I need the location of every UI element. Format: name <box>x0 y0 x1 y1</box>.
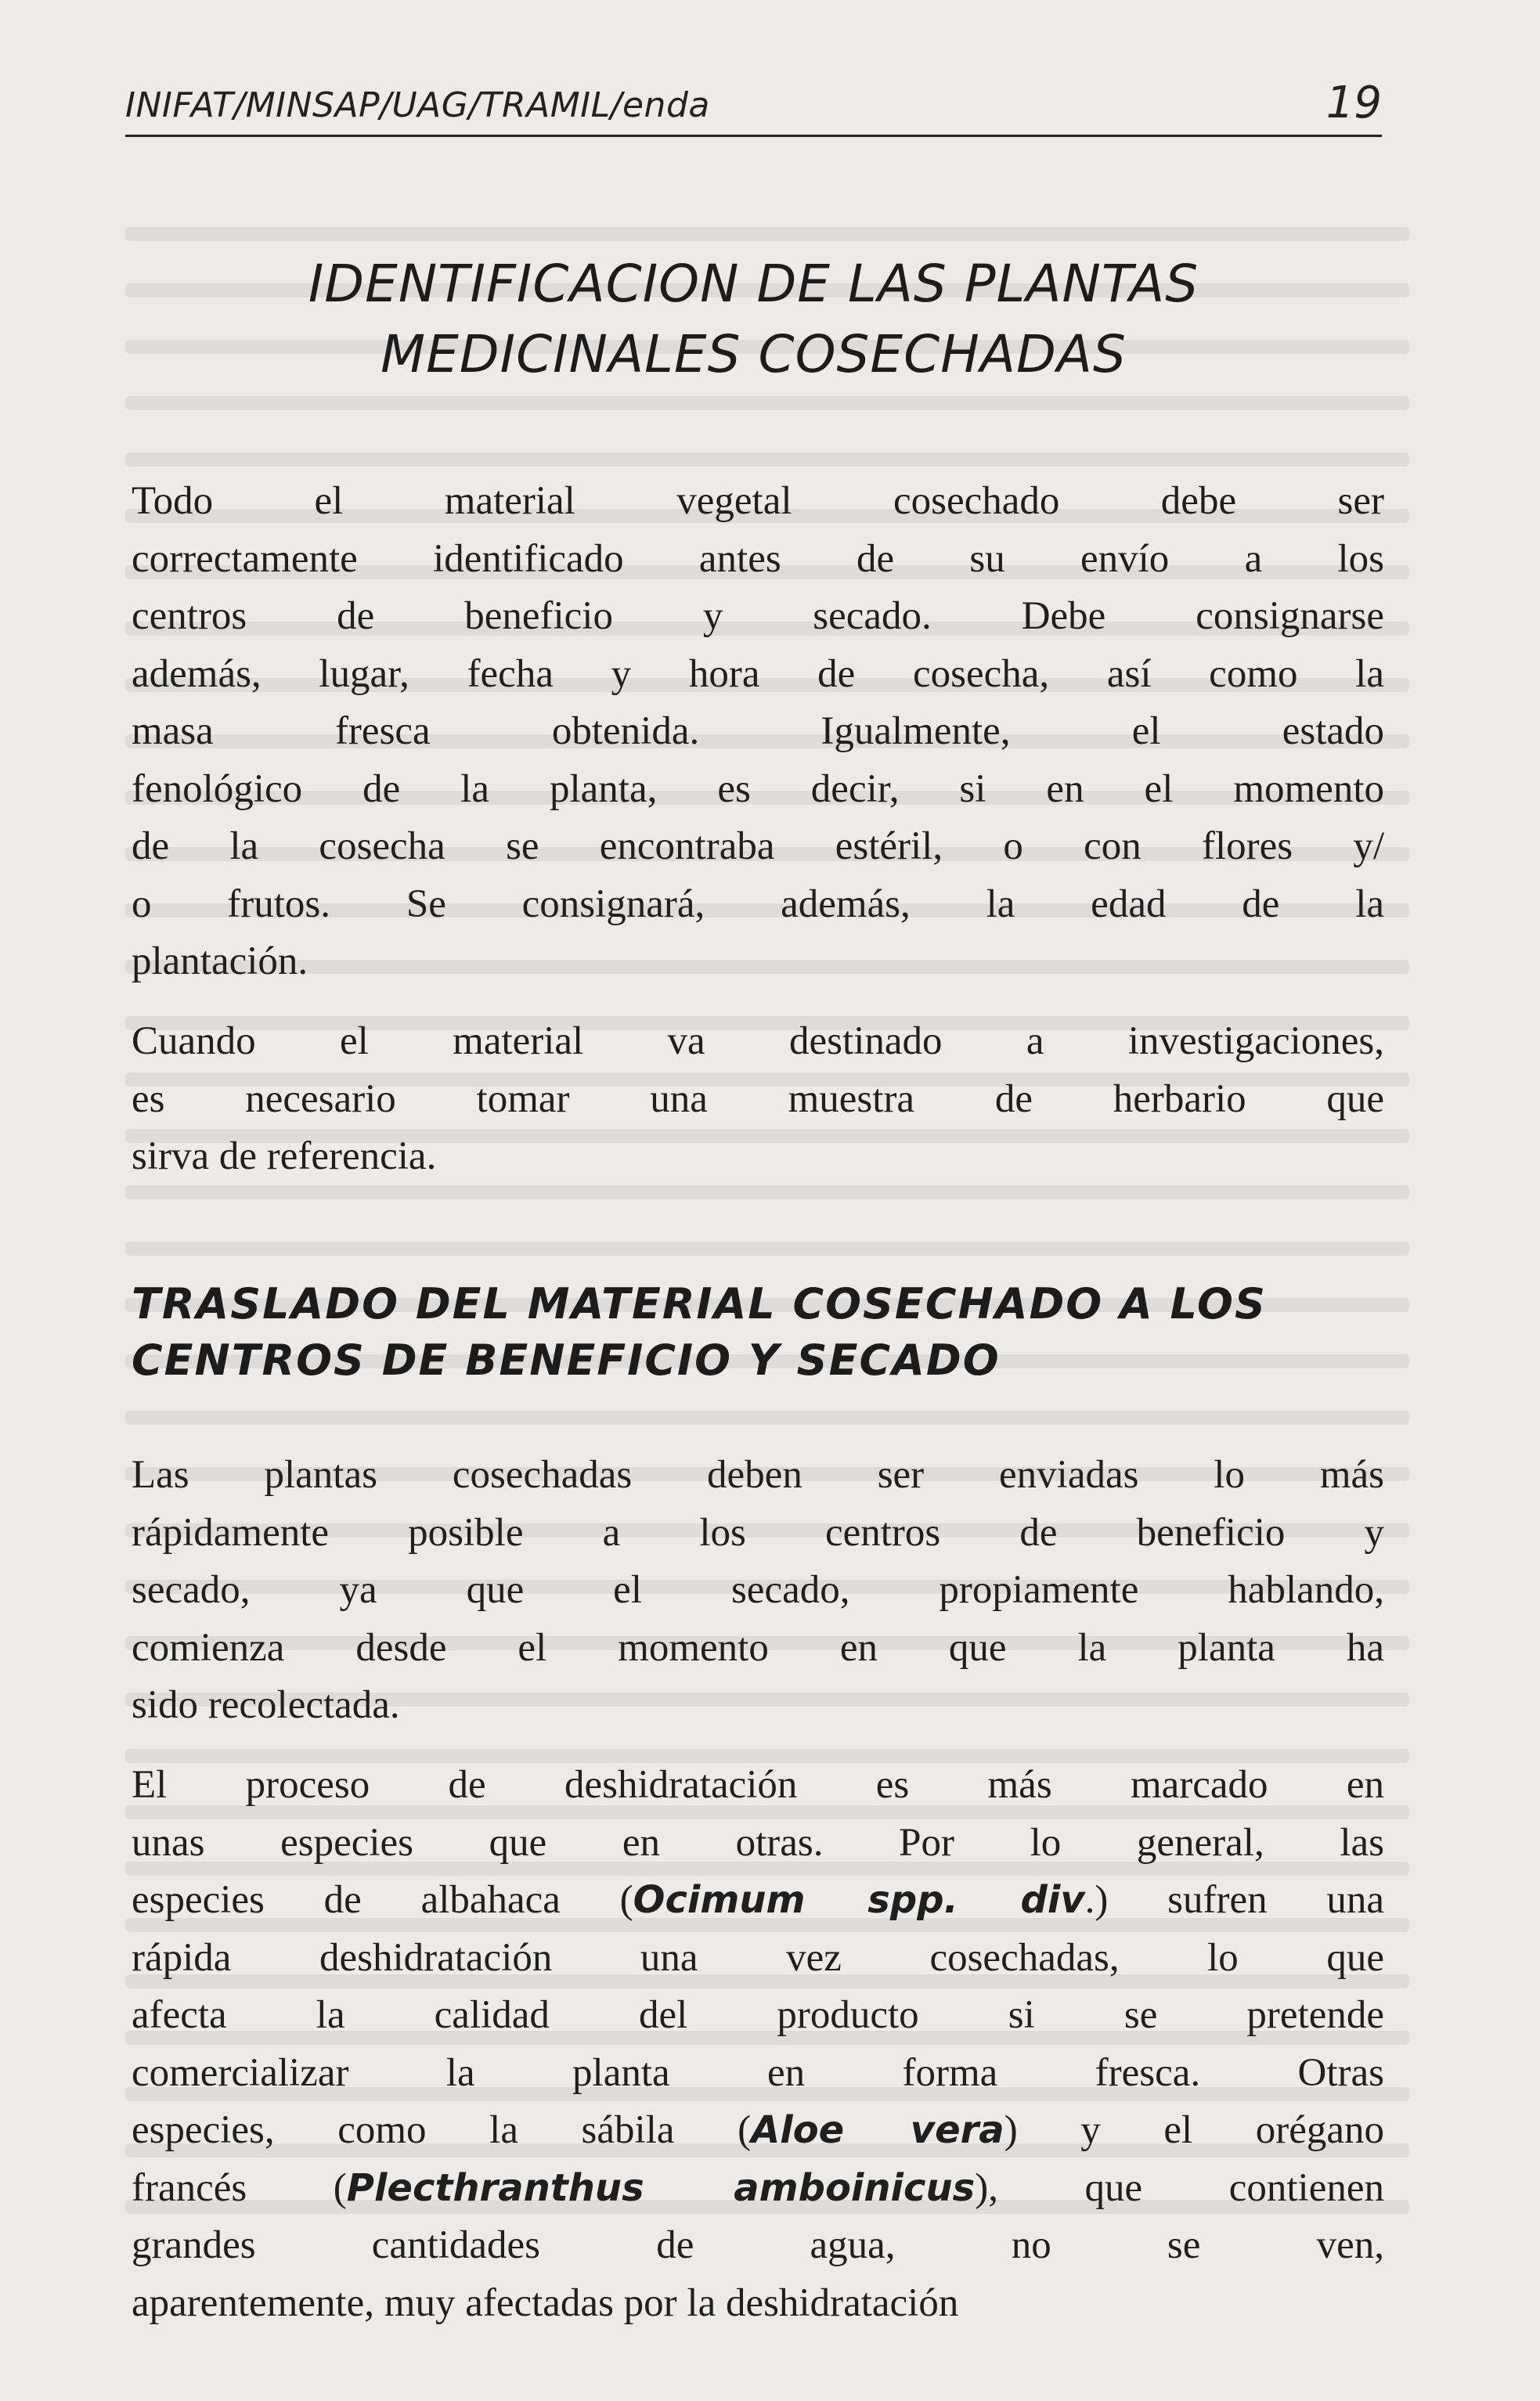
text-line: Cuando el material va destinado a investigaciones, <box>132 1019 1384 1063</box>
text-line: aparentemente, muy afectadas por la deshidratación <box>132 2280 959 2325</box>
text-line: además, lugar, fecha y hora de cosecha, así como la <box>132 651 1384 696</box>
section-heading <box>132 1276 1384 1389</box>
text-line <box>132 2102 1384 2160</box>
text-line: sirva de referencia. <box>132 1134 437 1178</box>
text-line: sido recolectada. <box>132 1683 400 1727</box>
section-heading-line-1: TRASLADO DEL MATERIAL COSECHADO A LOS <box>132 1279 1267 1328</box>
running-head: INIFAT/MINSAP/UAG/TRAMIL/enda <box>125 85 710 125</box>
text-segment: especies de albahaca ( <box>132 1878 633 1922</box>
page-header <box>125 67 1382 137</box>
text-line: masa fresca obtenida. Igualmente, el estado <box>132 709 1384 753</box>
text-segment: .) sufren una <box>1084 1878 1384 1922</box>
text-line: rápida deshidratación una vez cosechadas, lo que <box>132 1935 1384 1980</box>
text-line: de la cosecha se encontraba estéril, o con flores y/ <box>132 824 1384 868</box>
text-line: correctamente identificado antes de su envío a los <box>132 536 1384 581</box>
text-line <box>132 2160 1384 2218</box>
text-line: es necesario tomar una muestra de herbario que <box>132 1076 1384 1121</box>
text-line: unas especies que en otras. Por lo general, las <box>132 1820 1384 1865</box>
text-line: comercializar la planta en forma fresca. Otras <box>132 2050 1384 2095</box>
text-line: Las plantas cosechadas deben ser enviadas lo más <box>132 1453 1384 1497</box>
text-line: fenológico de la planta, es decir, si en el momento <box>132 766 1384 811</box>
text-line: grandes cantidades de agua, no se ven, <box>132 2223 1384 2267</box>
scientific-name: Plecthranthus amboinicus <box>346 2165 976 2210</box>
paragraph-identification <box>132 473 1384 991</box>
chapter-title <box>125 249 1382 390</box>
paragraph-transport <box>132 1447 1384 1735</box>
text-segment: ), que contienen <box>975 2165 1384 2210</box>
paragraph-dehydration <box>132 1757 1384 2332</box>
text-line: Todo el material vegetal cosechado debe ser <box>132 479 1384 523</box>
text-line: plantación. <box>132 939 308 983</box>
scientific-name: Aloe vera <box>751 2108 1004 2152</box>
text-line: afecta la calidad del producto si se pretende <box>132 1993 1384 2037</box>
text-line: o frutos. Se consignará, además, la edad de la <box>132 881 1384 926</box>
text-line: rápidamente posible a los centros de beneficio y <box>132 1510 1384 1555</box>
text-line: centros de beneficio y secado. Debe consignarse <box>132 594 1384 638</box>
text-segment: ) y el orégano <box>1004 2108 1385 2152</box>
text-line <box>132 1872 1384 1930</box>
chapter-title-line-2: MEDICINALES COSECHADAS <box>380 324 1127 384</box>
text-segment: francés ( <box>132 2165 347 2210</box>
text-line: secado, ya que el secado, propiamente hablando, <box>132 1568 1384 1612</box>
section-heading-line-2: CENTROS DE BENEFICIO Y SECADO <box>132 1336 1001 1385</box>
paragraph-herbarium <box>132 1013 1384 1186</box>
text-line: comienza desde el momento en que la planta ha <box>132 1625 1384 1670</box>
scientific-name: Ocimum spp. div <box>633 1878 1085 1922</box>
chapter-title-line-1: IDENTIFICACION DE LAS PLANTAS <box>308 254 1199 314</box>
page-number: 19 <box>1325 78 1382 128</box>
text-line: El proceso de deshidratación es más marcado en <box>132 1763 1384 1807</box>
text-segment: especies, como la sábila ( <box>132 2108 752 2152</box>
